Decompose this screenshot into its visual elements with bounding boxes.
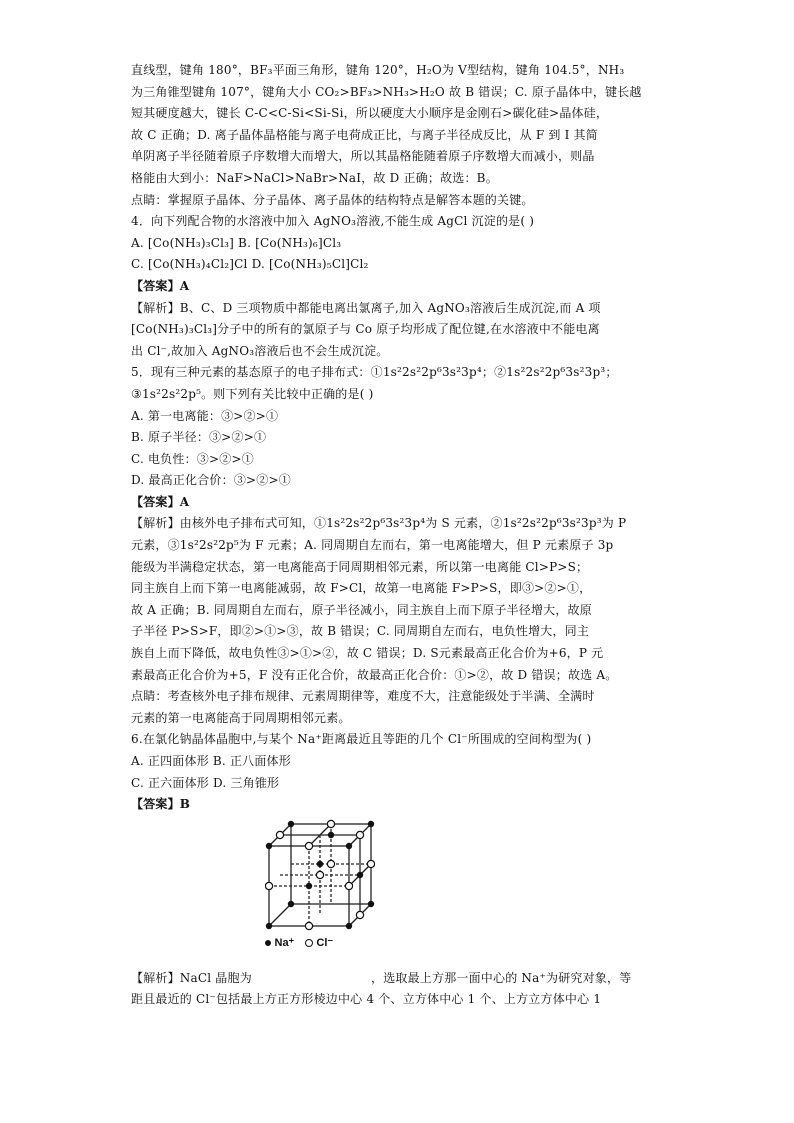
text-line: 直线型，键角 180°，BF₃平面三角形，键角 120°，H₂O为 V型结构，键角 104.5°，NH₃ — [131, 63, 625, 77]
caption-prefix: 【解析】NaCl 晶胞为 — [131, 970, 252, 985]
text-line: 【解析】B、C、D 三项物质中都能电离出氯离子,加入 AgNO₃溶液后生成沉淀,而 A 项 — [131, 300, 601, 315]
option-line: C. [Co(NH₃)₄Cl₂]Cl D. [Co(NH₃)₅Cl]Cl₂ — [131, 257, 369, 272]
cl-legend-circle-icon — [305, 939, 313, 947]
question-5: 5．现有三种元素的基态原子的电子排布式：①1s²2s²2p⁶3s²3p⁴；②1s²2s²2p⁶3s²3p³； — [131, 365, 618, 380]
answer-label: 【答案】A — [131, 494, 190, 509]
option-line: A. [Co(NH₃)₃Cl₃] B. [Co(NH₃)₆]Cl₃ — [131, 235, 342, 250]
text-line: [Co(NH₃)₃Cl₃]分子中的所有的氯原子与 Co 原子均形成了配位键,在水溶液中不能电离 — [131, 322, 600, 337]
text-line: ③1s²2s²2p⁵。则下列有关比较中正确的是( ) — [131, 386, 374, 401]
answer-label: 【答案】A — [131, 278, 190, 293]
text-line: 族自上而下降低，故电负性③>①>②，故 C 错误；D. S元素最高正化合价为+6，P 元 — [131, 646, 604, 661]
text-line: 为三角锥型键角 107°，键角大小 CO₂>BF₃>NH₃>H₂O 故 B 错误；C. 原子晶体中，键长越 — [131, 84, 642, 99]
caption-line — [131, 968, 671, 990]
text-line: 同主族自上而下第一电离能减弱，故 F>Cl，故第一电离能 F>P>S，即③>②>①， — [131, 581, 592, 596]
text-line: 元素，③1s²2s²2p⁵为 F 元素；A. 同周期自左而右，第一电离能增大，但 P 元素原子 3p — [131, 538, 614, 553]
option-line: D. 最高正化合价：③>②>① — [131, 473, 291, 488]
text-line: 故 A 正确；B. 同周期自左而右，原子半径减小，同主族自上而下原子半径增大，故原 — [131, 602, 592, 617]
nacl-figure-block — [131, 818, 671, 968]
document-page — [131, 60, 671, 1011]
cl-legend-label: Cl⁻ — [316, 936, 334, 949]
option-line: A. 第一电离能：③>②>① — [131, 408, 279, 423]
figure-legend — [265, 936, 333, 949]
text-line: 格能由大到小：NaF>NaCl>NaBr>NaI，故 D 正确；故选：B。 — [131, 170, 498, 185]
text-line: 点睛：掌握原子晶体、分子晶体、离子晶体的结构特点是解答本题的关键。 — [131, 192, 534, 207]
na-legend-label: Na⁺ — [274, 936, 295, 949]
question-6: 6.在氯化钠晶体晶胞中,与某个 Na⁺距离最近且等距的几个 Cl⁻所围成的空间构型为( ) — [131, 732, 592, 747]
na-legend-dot-icon — [265, 940, 271, 946]
question-4: 4．向下列配合物的水溶液中加入 AgNO₃溶液,不能生成 AgCl 沉淀的是( ) — [131, 214, 535, 229]
text-line: 点睛：考查核外电子排布规律、元素周期律等，难度不大，注意能级处于半满、全满时 — [131, 689, 595, 704]
text-line: 出 Cl⁻,故加入 AgNO₃溶液后也不会生成沉淀。 — [131, 343, 389, 358]
text-line: 短其硬度越大，键长 C-C<C-Si<Si-Si，所以硬度大小顺序是金刚石>碳化硅>晶体硅， — [131, 106, 609, 121]
text-line: 元素的第一电离能高于同周期相邻元素。 — [131, 710, 351, 725]
option-line: C. 正六面体形 D. 三角锥形 — [131, 775, 280, 790]
text-line: 距且最近的 Cl⁻包括最上方正方形棱边中心 4 个、立方体中心 1 个、上方立方体中心 1 — [131, 992, 602, 1007]
text-line: 素最高正化合价为+5，F 没有正化合价，故最高正化合价：①>②，故 D 错误；故选 A。 — [131, 667, 618, 682]
text-line: 【解析】由核外电子排布式可知，①1s²2s²2p⁶3s²3p⁴为 S 元素，②1s²2s²2p⁶3s²3p³为 P — [131, 516, 627, 531]
answer-label: 【答案】B — [131, 797, 191, 812]
option-line: B. 原子半径：③>②>① — [131, 430, 267, 445]
option-line: A. 正四面体形 B. 正八面体形 — [131, 754, 291, 768]
text-line: 子半径 P>S>F，即②>①>③，故 B 错误；C. 同周期自左而右，电负性增大，同主 — [131, 624, 590, 639]
text-line: 能级为半满稳定状态，第一电离能高于同周期相邻元素，所以第一电离能 Cl>P>S； — [131, 559, 589, 574]
text-line: 故 C 正确；D. 离子晶体晶格能与离子电荷成正比，与离子半径成反比，从 F 到 I 其简 — [131, 127, 598, 142]
text-line: 单阴离子半径随着原子序数增大而增大，所以其晶格能随着原子序数增大而减小，则晶 — [131, 149, 595, 164]
nacl-unit-cell-diagram — [265, 818, 375, 936]
option-line: C. 电负性：③>②>① — [131, 451, 254, 466]
caption-suffix: ，选取最上方那一面中心的 Na⁺为研究对象，等 — [371, 970, 632, 985]
